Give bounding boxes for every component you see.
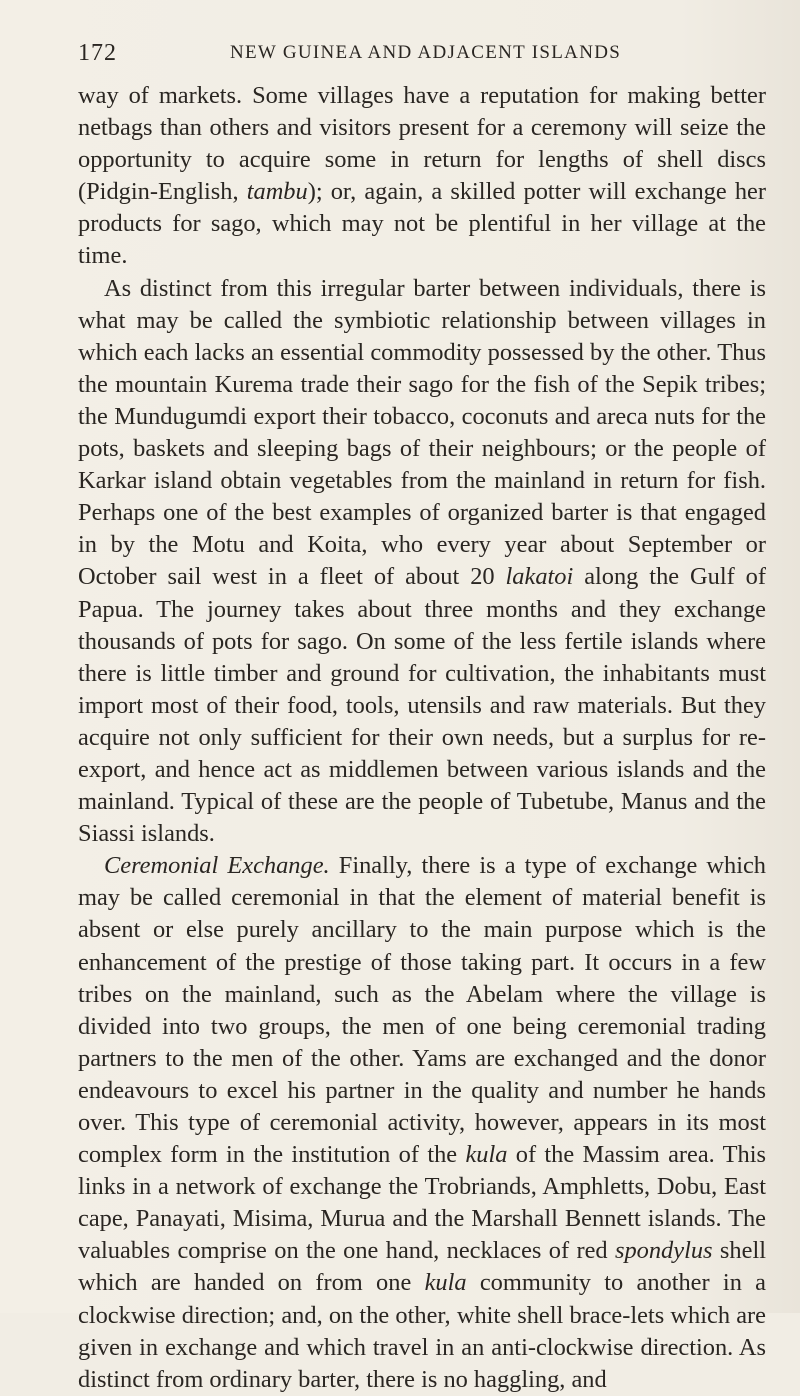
page-number: 172 <box>78 40 117 66</box>
running-head: NEW GUINEA AND ADJACENT ISLANDS <box>230 42 622 63</box>
text-run: shell which are handed on from one <box>78 1237 766 1297</box>
page-header <box>78 40 766 70</box>
text-run: along the Gulf of Papua. The journey takes about three months and they exchange thousands of pots for sago. On some of the less fertile islands where there is little timber and ground for cultivation, the inhabitants must import most of their food, tools, utensils and raw materials. But they acquire not only sufficient for their own needs, but a surplus for re-export, and hence act as middlemen between various islands and the mainland. Typical of these are the people of Tubetube, Manus and the Siassi islands. <box>78 563 766 848</box>
italic-text: Ceremonial Exchange. <box>104 852 330 880</box>
italic-text: tambu <box>246 178 308 206</box>
italic-text: lakatoi <box>505 563 574 591</box>
italic-text: kula <box>465 1141 508 1169</box>
text-run: community to another in a clockwise direction; and, on the other, white shell brace-lets which are given in exchange and which travel in an anti-clockwise direction. As distinct from ordinary barter, there is no haggling, and <box>78 1269 767 1393</box>
italic-text: kula <box>424 1269 467 1297</box>
paragraph <box>78 850 766 1396</box>
text-run: way of markets. Some villages have a reputation for making better netbags than others and visitors present for a ceremony will seize the opportunity to acquire some in return for lengths of shell discs (Pidgin-English, <box>78 82 766 206</box>
paragraph <box>78 80 766 273</box>
paragraph <box>78 273 766 851</box>
body-text <box>78 80 766 1396</box>
text-run: As distinct from this irregular barter between individuals, there is what may be called the symbiotic relationship between villages in which each lacks an essential commodity possessed by the other. Thus the mountain Kurema trade their sago for the fish of the Sepik tribes; the Mundugumdi export their tobacco, coconuts and areca nuts for the pots, baskets and sleeping bags of their neighbours; or the people of Karkar island obtain vegetables from the mainland in return for fish. Perhaps one of the best examples of organized barter is that engaged in by the Motu and Koita, who every year about September or October sail west in a fleet of about 20 <box>78 274 766 591</box>
text-run: of the Massim area. This links in a network of exchange the Trobriands, Amphletts, Dobu, East cape, Panayati, Misima, Murua and the Marshall Bennett islands. The valuables comprise on the one hand, necklaces of red <box>78 1141 766 1265</box>
italic-text: spondylus <box>614 1237 713 1265</box>
text-run: ); or, again, a skilled potter will exchange her products for sago, which may not be plentiful in her village at the time. <box>78 178 766 270</box>
text-run: Finally, there is a type of exchange which may be called ceremonial in that the element of material benefit is absent or else purely ancillary to the main purpose which is the enhancement of the prestige of those taking part. It occurs in a few tribes on the mainland, such as the Abelam where the village is divided into two groups, the men of one being ceremonial trading partners to the men of the other. Yams are exchanged and the donor endeavours to excel his partner in the quality and number he hands over. This type of ceremonial activity, however, appears in its most complex form in the institution of the <box>78 852 766 1169</box>
